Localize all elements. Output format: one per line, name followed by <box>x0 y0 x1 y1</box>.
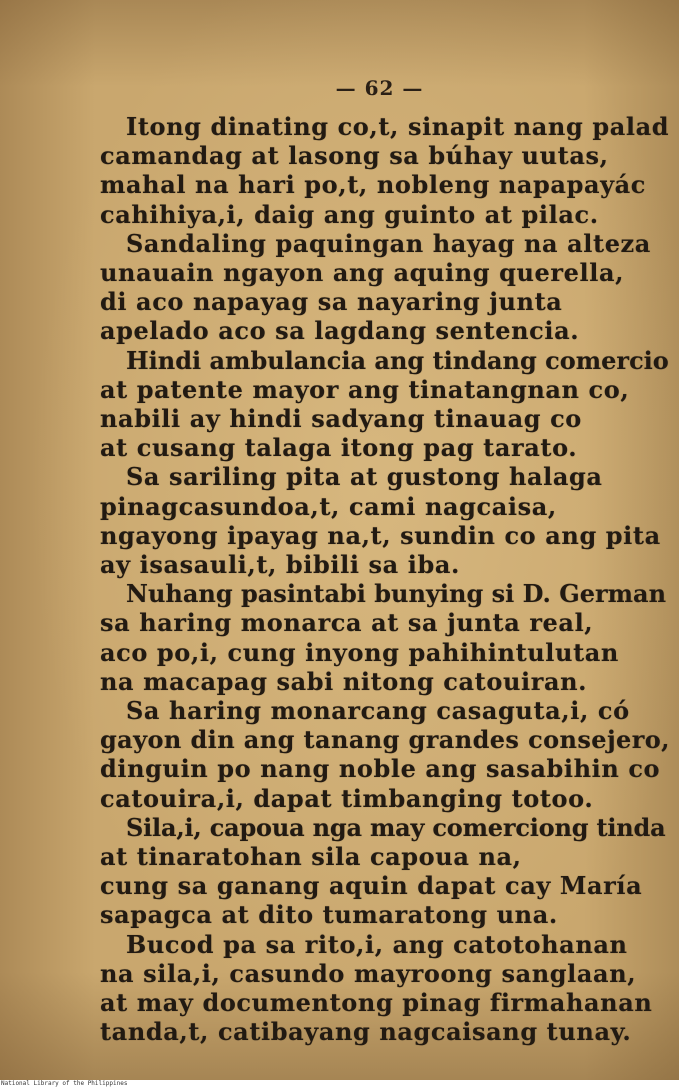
verse-line: gayon din ang tanang grandes consejero, <box>100 725 670 755</box>
verse-line: Nuhang pasintabi bunying si D. German <box>126 579 667 609</box>
verse-line: ay isasauli,t, bibili sa iba. <box>100 550 460 580</box>
page-number: — 62 — <box>335 76 424 100</box>
verse-line: Bucod pa sa rito,i, ang catotohanan <box>126 929 628 959</box>
stanza <box>100 696 671 813</box>
verse-line: pinagcasundoa,t, cami nagcaisa, <box>100 491 557 521</box>
verse-line: na macapag sabi nitong catouiran. <box>100 666 588 696</box>
verse-line: dinguin po nang noble ang sasabihin co <box>100 754 661 784</box>
verse-line: tanda,t, catibayang nagcaisang tunay. <box>100 1017 632 1047</box>
verse-line: na sila,i, casundo mayroong sanglaan, <box>100 958 637 988</box>
verse-line: di aco napayag sa nayaring junta <box>100 287 563 317</box>
stanza <box>100 930 671 1047</box>
poem-body <box>100 112 671 1050</box>
verse-line: catouira,i, dapat timbanging totoo. <box>100 783 594 813</box>
verse-line: camandag at lasong sa búhay uutas, <box>100 141 609 171</box>
verse-line: unauain ngayon ang aquing querella, <box>100 258 625 288</box>
verse-line: sa haring monarca at sa junta real, <box>100 608 594 638</box>
verse-line: at tinaratohan sila capoua na, <box>100 842 522 872</box>
stanza <box>100 112 671 229</box>
stanza <box>100 462 671 579</box>
stanza <box>100 813 671 930</box>
stanza <box>100 229 671 346</box>
verse-line: Itong dinating co,t, sinapit nang palad <box>126 112 670 141</box>
verse-line: aco po,i, cung inyong pahihintulutan <box>100 637 619 667</box>
verse-line: Sa haring monarcang casaguta,i, có <box>126 696 630 726</box>
verse-line: cung sa ganang aquin dapat cay María <box>100 871 643 901</box>
verse-line: Sandaling paquingan hayag na alteza <box>126 228 651 258</box>
library-credit: National Library of the Philippines <box>1 1080 128 1087</box>
verse-line: Hindi ambulancia ang tindang comercio <box>126 345 669 375</box>
stanza <box>100 579 671 696</box>
verse-line: at may documentong pinag firmahanan <box>100 988 653 1018</box>
stanza <box>100 346 671 463</box>
verse-line: Sa sariling pita at gustong halaga <box>126 462 603 492</box>
verse-line: at cusang talaga itong pag tarato. <box>100 433 578 463</box>
verse-line: sapagca at dito tumaratong una. <box>100 900 558 930</box>
verse-line: nabili ay hindi sadyang tinauag co <box>100 404 582 434</box>
verse-line: at patente mayor ang tinatangnan co, <box>100 374 630 404</box>
verse-line: Sila,i, capoua nga may comerciong tinda <box>126 812 666 842</box>
verse-line: mahal na hari po,t, nobleng napapayác <box>100 170 647 200</box>
verse-line: ngayong ipayag na,t, sundin co ang pita <box>100 520 661 550</box>
verse-line: cahihiya,i, daig ang guinto at pilac. <box>100 199 599 229</box>
verse-line: apelado aco sa lagdang sentencia. <box>100 316 580 346</box>
